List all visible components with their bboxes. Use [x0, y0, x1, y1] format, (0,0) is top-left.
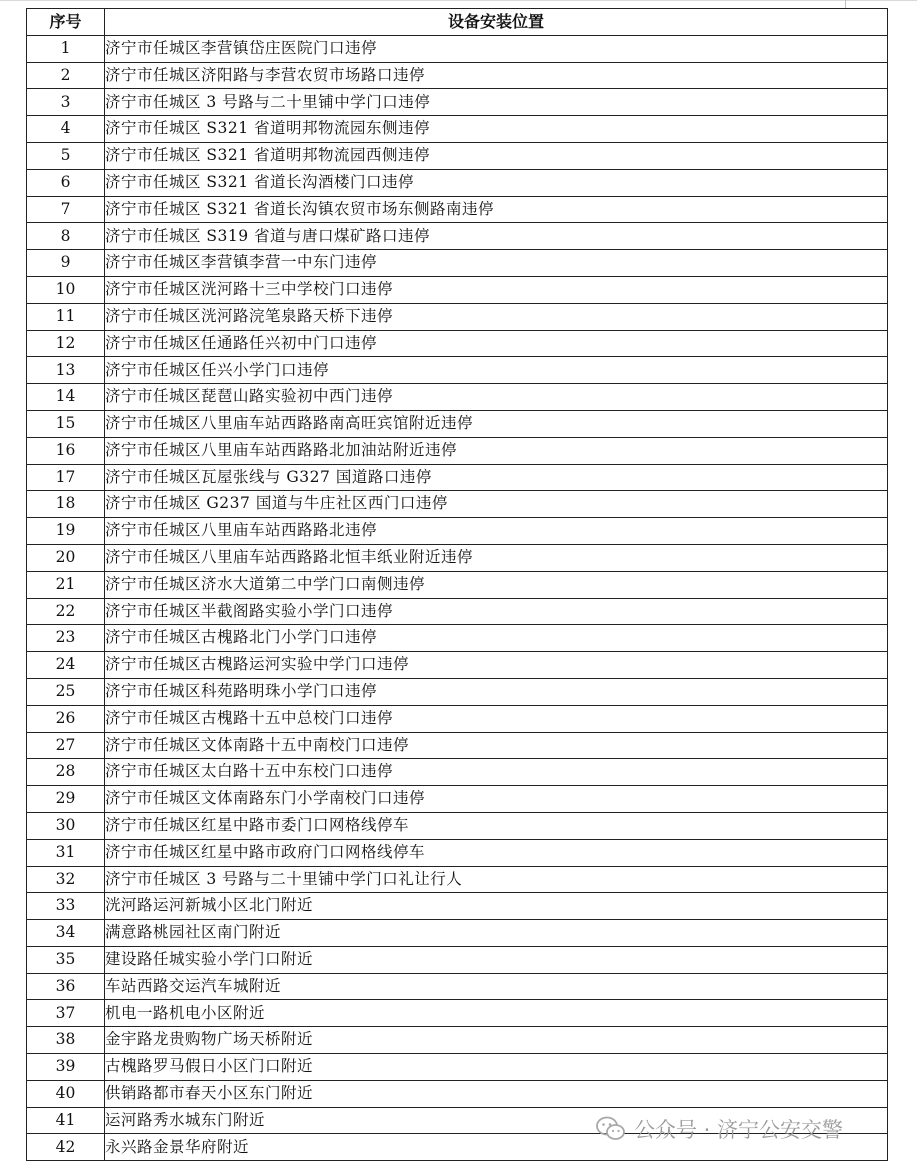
table-row: [27, 866, 888, 893]
table-row: [27, 518, 888, 545]
row-location-cell: 机电一路机电小区附近: [105, 1000, 888, 1027]
row-location-cell: 济宁市任城区科苑路明珠小学门口违停: [105, 678, 888, 705]
row-location-cell: 济宁市任城区八里庙车站西路路北违停: [105, 518, 888, 545]
row-location-cell: 济宁市任城区李营镇李营一中东门违停: [105, 250, 888, 277]
row-index-cell: 12: [27, 330, 105, 357]
row-index-cell: 28: [27, 759, 105, 786]
row-index-cell: 29: [27, 786, 105, 813]
row-location-cell: 济宁市任城区古槐路十五中总校门口违停: [105, 705, 888, 732]
row-location-cell: 济宁市任城区红星中路市政府门口网格线停车: [105, 839, 888, 866]
row-location-cell: 洸河路运河新城小区北门附近: [105, 893, 888, 920]
row-index-cell: 6: [27, 169, 105, 196]
table-row: [27, 839, 888, 866]
table-row: [27, 303, 888, 330]
row-location-cell: 济宁市任城区文体南路东门小学南校门口违停: [105, 786, 888, 813]
table-row: [27, 276, 888, 303]
row-index-cell: 25: [27, 678, 105, 705]
watermark: [596, 1114, 843, 1144]
row-index-cell: 40: [27, 1080, 105, 1107]
table-row: [27, 920, 888, 947]
table-row: [27, 571, 888, 598]
row-index-cell: 41: [27, 1107, 105, 1134]
row-index-cell: 21: [27, 571, 105, 598]
table-row: [27, 1080, 888, 1107]
row-index-cell: 22: [27, 598, 105, 625]
table-row: [27, 169, 888, 196]
table-row: [27, 437, 888, 464]
row-index-cell: 23: [27, 625, 105, 652]
row-location-cell: 供销路都市春天小区东门附近: [105, 1080, 888, 1107]
table-row: [27, 250, 888, 277]
table-row: [27, 116, 888, 143]
row-location-cell: 济宁市任城区古槐路运河实验中学门口违停: [105, 652, 888, 679]
table-row: [27, 598, 888, 625]
page-edge-mark: [845, 0, 846, 8]
row-index-cell: 31: [27, 839, 105, 866]
row-index-cell: 35: [27, 946, 105, 973]
row-index-cell: 14: [27, 384, 105, 411]
row-index-cell: 26: [27, 705, 105, 732]
table-row: [27, 357, 888, 384]
table-header-row: [27, 9, 888, 36]
row-index-cell: 7: [27, 196, 105, 223]
row-index-cell: 17: [27, 464, 105, 491]
wechat-icon: [596, 1116, 626, 1142]
row-location-cell: 古槐路罗马假日小区门口附近: [105, 1054, 888, 1081]
row-location-cell: 济宁市任城区琵琶山路实验初中西门违停: [105, 384, 888, 411]
column-header-location: 设备安装位置: [105, 9, 888, 36]
row-location-cell: 金宇路龙贵购物广场天桥附近: [105, 1027, 888, 1054]
table-row: [27, 946, 888, 973]
table-row: [27, 1000, 888, 1027]
watermark-text: 公众号 · 济宁公安交警: [634, 1118, 844, 1142]
table-row: [27, 196, 888, 223]
row-index-cell: 4: [27, 116, 105, 143]
row-index-cell: 39: [27, 1054, 105, 1081]
row-index-cell: 2: [27, 62, 105, 89]
row-location-cell: 济宁市任城区洸河路十三中学校门口违停: [105, 276, 888, 303]
row-location-cell: 济宁市任城区济阳路与李营农贸市场路口违停: [105, 62, 888, 89]
table-row: [27, 893, 888, 920]
row-location-cell: 济宁市任城区文体南路十五中南校门口违停: [105, 732, 888, 759]
row-index-cell: 37: [27, 1000, 105, 1027]
row-index-cell: 15: [27, 410, 105, 437]
row-index-cell: 9: [27, 250, 105, 277]
row-location-cell: 车站西路交运汽车城附近: [105, 973, 888, 1000]
row-index-cell: 27: [27, 732, 105, 759]
row-index-cell: 19: [27, 518, 105, 545]
table-row: [27, 1027, 888, 1054]
row-index-cell: 36: [27, 973, 105, 1000]
table-row: [27, 1054, 888, 1081]
row-location-cell: 济宁市任城区八里庙车站西路路北恒丰纸业附近违停: [105, 544, 888, 571]
row-index-cell: 18: [27, 491, 105, 518]
table-row: [27, 973, 888, 1000]
row-location-cell: 济宁市任城区瓦屋张线与 G327 国道路口违停: [105, 464, 888, 491]
row-index-cell: 33: [27, 893, 105, 920]
table-row: [27, 705, 888, 732]
column-header-index: 序号: [27, 9, 105, 36]
table-row: [27, 410, 888, 437]
row-location-cell: 济宁市任城区红星中路市委门口网格线停车: [105, 812, 888, 839]
row-index-cell: 5: [27, 142, 105, 169]
table-row: [27, 625, 888, 652]
row-location-cell: 济宁市任城区古槐路北门小学门口违停: [105, 625, 888, 652]
row-index-cell: 8: [27, 223, 105, 250]
row-location-cell: 建设路任城实验小学门口附近: [105, 946, 888, 973]
row-index-cell: 1: [27, 35, 105, 62]
row-location-cell: 济宁市任城区洸河路浣笔泉路天桥下违停: [105, 303, 888, 330]
row-index-cell: 16: [27, 437, 105, 464]
row-location-cell: 济宁市任城区 S319 省道与唐口煤矿路口违停: [105, 223, 888, 250]
table-row: [27, 142, 888, 169]
table-row: [27, 89, 888, 116]
row-location-cell: 济宁市任城区 S321 省道长沟酒楼门口违停: [105, 169, 888, 196]
row-index-cell: 10: [27, 276, 105, 303]
table-row: [27, 652, 888, 679]
row-location-cell: 济宁市任城区 S321 省道长沟镇农贸市场东侧路南违停: [105, 196, 888, 223]
row-location-cell: 济宁市任城区八里庙车站西路路北加油站附近违停: [105, 437, 888, 464]
table-row: [27, 732, 888, 759]
row-index-cell: 24: [27, 652, 105, 679]
row-index-cell: 11: [27, 303, 105, 330]
row-location-cell: 济宁市任城区李营镇岱庄医院门口违停: [105, 35, 888, 62]
row-index-cell: 13: [27, 357, 105, 384]
row-location-cell: 济宁市任城区任兴小学门口违停: [105, 357, 888, 384]
table-row: [27, 544, 888, 571]
row-index-cell: 32: [27, 866, 105, 893]
device-location-table: [26, 8, 888, 1161]
page-top-rule: [0, 0, 917, 1]
row-location-cell: 济宁市任城区 3 号路与二十里铺中学门口礼让行人: [105, 866, 888, 893]
row-index-cell: 38: [27, 1027, 105, 1054]
row-location-cell: 济宁市任城区 3 号路与二十里铺中学门口违停: [105, 89, 888, 116]
row-location-cell: 济宁市任城区半截阁路实验小学门口违停: [105, 598, 888, 625]
row-index-cell: 30: [27, 812, 105, 839]
table-row: [27, 812, 888, 839]
row-index-cell: 20: [27, 544, 105, 571]
row-location-cell: 满意路桃园社区南门附近: [105, 920, 888, 947]
row-location-cell: 永兴路金景华府附近: [105, 1134, 888, 1161]
row-index-cell: 3: [27, 89, 105, 116]
row-index-cell: 34: [27, 920, 105, 947]
table-row: [27, 786, 888, 813]
table-row: [27, 330, 888, 357]
table-row: [27, 223, 888, 250]
row-location-cell: 济宁市任城区八里庙车站西路路南高旺宾馆附近违停: [105, 410, 888, 437]
row-location-cell: 济宁市任城区太白路十五中东校门口违停: [105, 759, 888, 786]
table-row: [27, 464, 888, 491]
row-location-cell: 运河路秀水城东门附近: [105, 1107, 888, 1134]
row-location-cell: 济宁市任城区济水大道第二中学门口南侧违停: [105, 571, 888, 598]
table-row: [27, 62, 888, 89]
table-row: [27, 491, 888, 518]
table-row: [27, 384, 888, 411]
row-location-cell: 济宁市任城区 S321 省道明邦物流园东侧违停: [105, 116, 888, 143]
table-body: [27, 35, 888, 1160]
row-location-cell: 济宁市任城区 S321 省道明邦物流园西侧违停: [105, 142, 888, 169]
table-row: [27, 35, 888, 62]
row-location-cell: 济宁市任城区任通路任兴初中门口违停: [105, 330, 888, 357]
table-row: [27, 678, 888, 705]
row-location-cell: 济宁市任城区 G237 国道与牛庄社区西门口违停: [105, 491, 888, 518]
table-row: [27, 759, 888, 786]
row-index-cell: 42: [27, 1134, 105, 1161]
